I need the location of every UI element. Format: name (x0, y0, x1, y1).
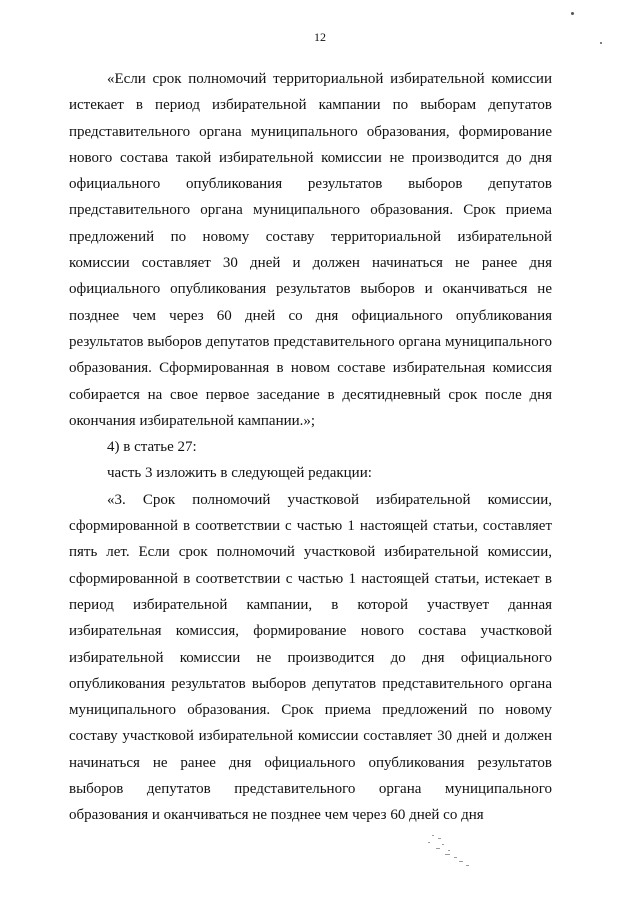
paragraph-precinct-commission: «3. Срок полномочий участковой избирательной комиссии, сформированной в соответствии с частью 1 настоящей статьи, составляет пять лет. Если срок полномочий участковой избирательной комиссии, сформированной в соответствии с частью 1 настоящей статьи, истекает в период избирательной кампании, в которой участвует данная избирательная комиссия, формирование нового состава участковой избирательной комиссии не производится до дня официального опубликования результатов выборов депутатов представительного органа муниципального образования. Срок приема предложений по новому составу участковой избирательной комиссии составляет 30 дней и должен начинаться не ранее дня официального опубликования результатов выборов депутатов представительного органа муниципального образования и оканчиваться не позднее чем через 60 дней со дня (69, 491, 552, 824)
document-body (69, 66, 552, 829)
page-number: 12 (314, 30, 326, 44)
scan-artifact (418, 833, 476, 869)
list-item-part-3-instruction: часть 3 изложить в следующей редакции: (107, 465, 372, 482)
scan-speck (600, 42, 602, 44)
paragraph-territorial-commission: «Если срок полномочий территориальной избирательной комиссии истекает в период избирательной кампании по выборам депутатов представительного органа муниципального образования, формирование нового состава такой избирательной комиссии не производится до дня официального опубликования результатов выборов депутатов представительного органа муниципального образования. Срок приема предложений по новому составу территориальной избирательной комиссии составляет 30 дней и должен начинаться не ранее дня официального опубликования результатов выборов и оканчиваться не позднее чем через 60 дней со дня официального опубликования результатов выборов депутатов представительного органа муниципального образования. Сформированная в новом составе избирательная комиссия собирается на свое первое заседание в десятидневный срок после дня окончания избирательной кампании.»; (69, 71, 552, 429)
list-item-article-27: 4) в статье 27: (107, 439, 197, 456)
scan-speck (571, 12, 574, 15)
